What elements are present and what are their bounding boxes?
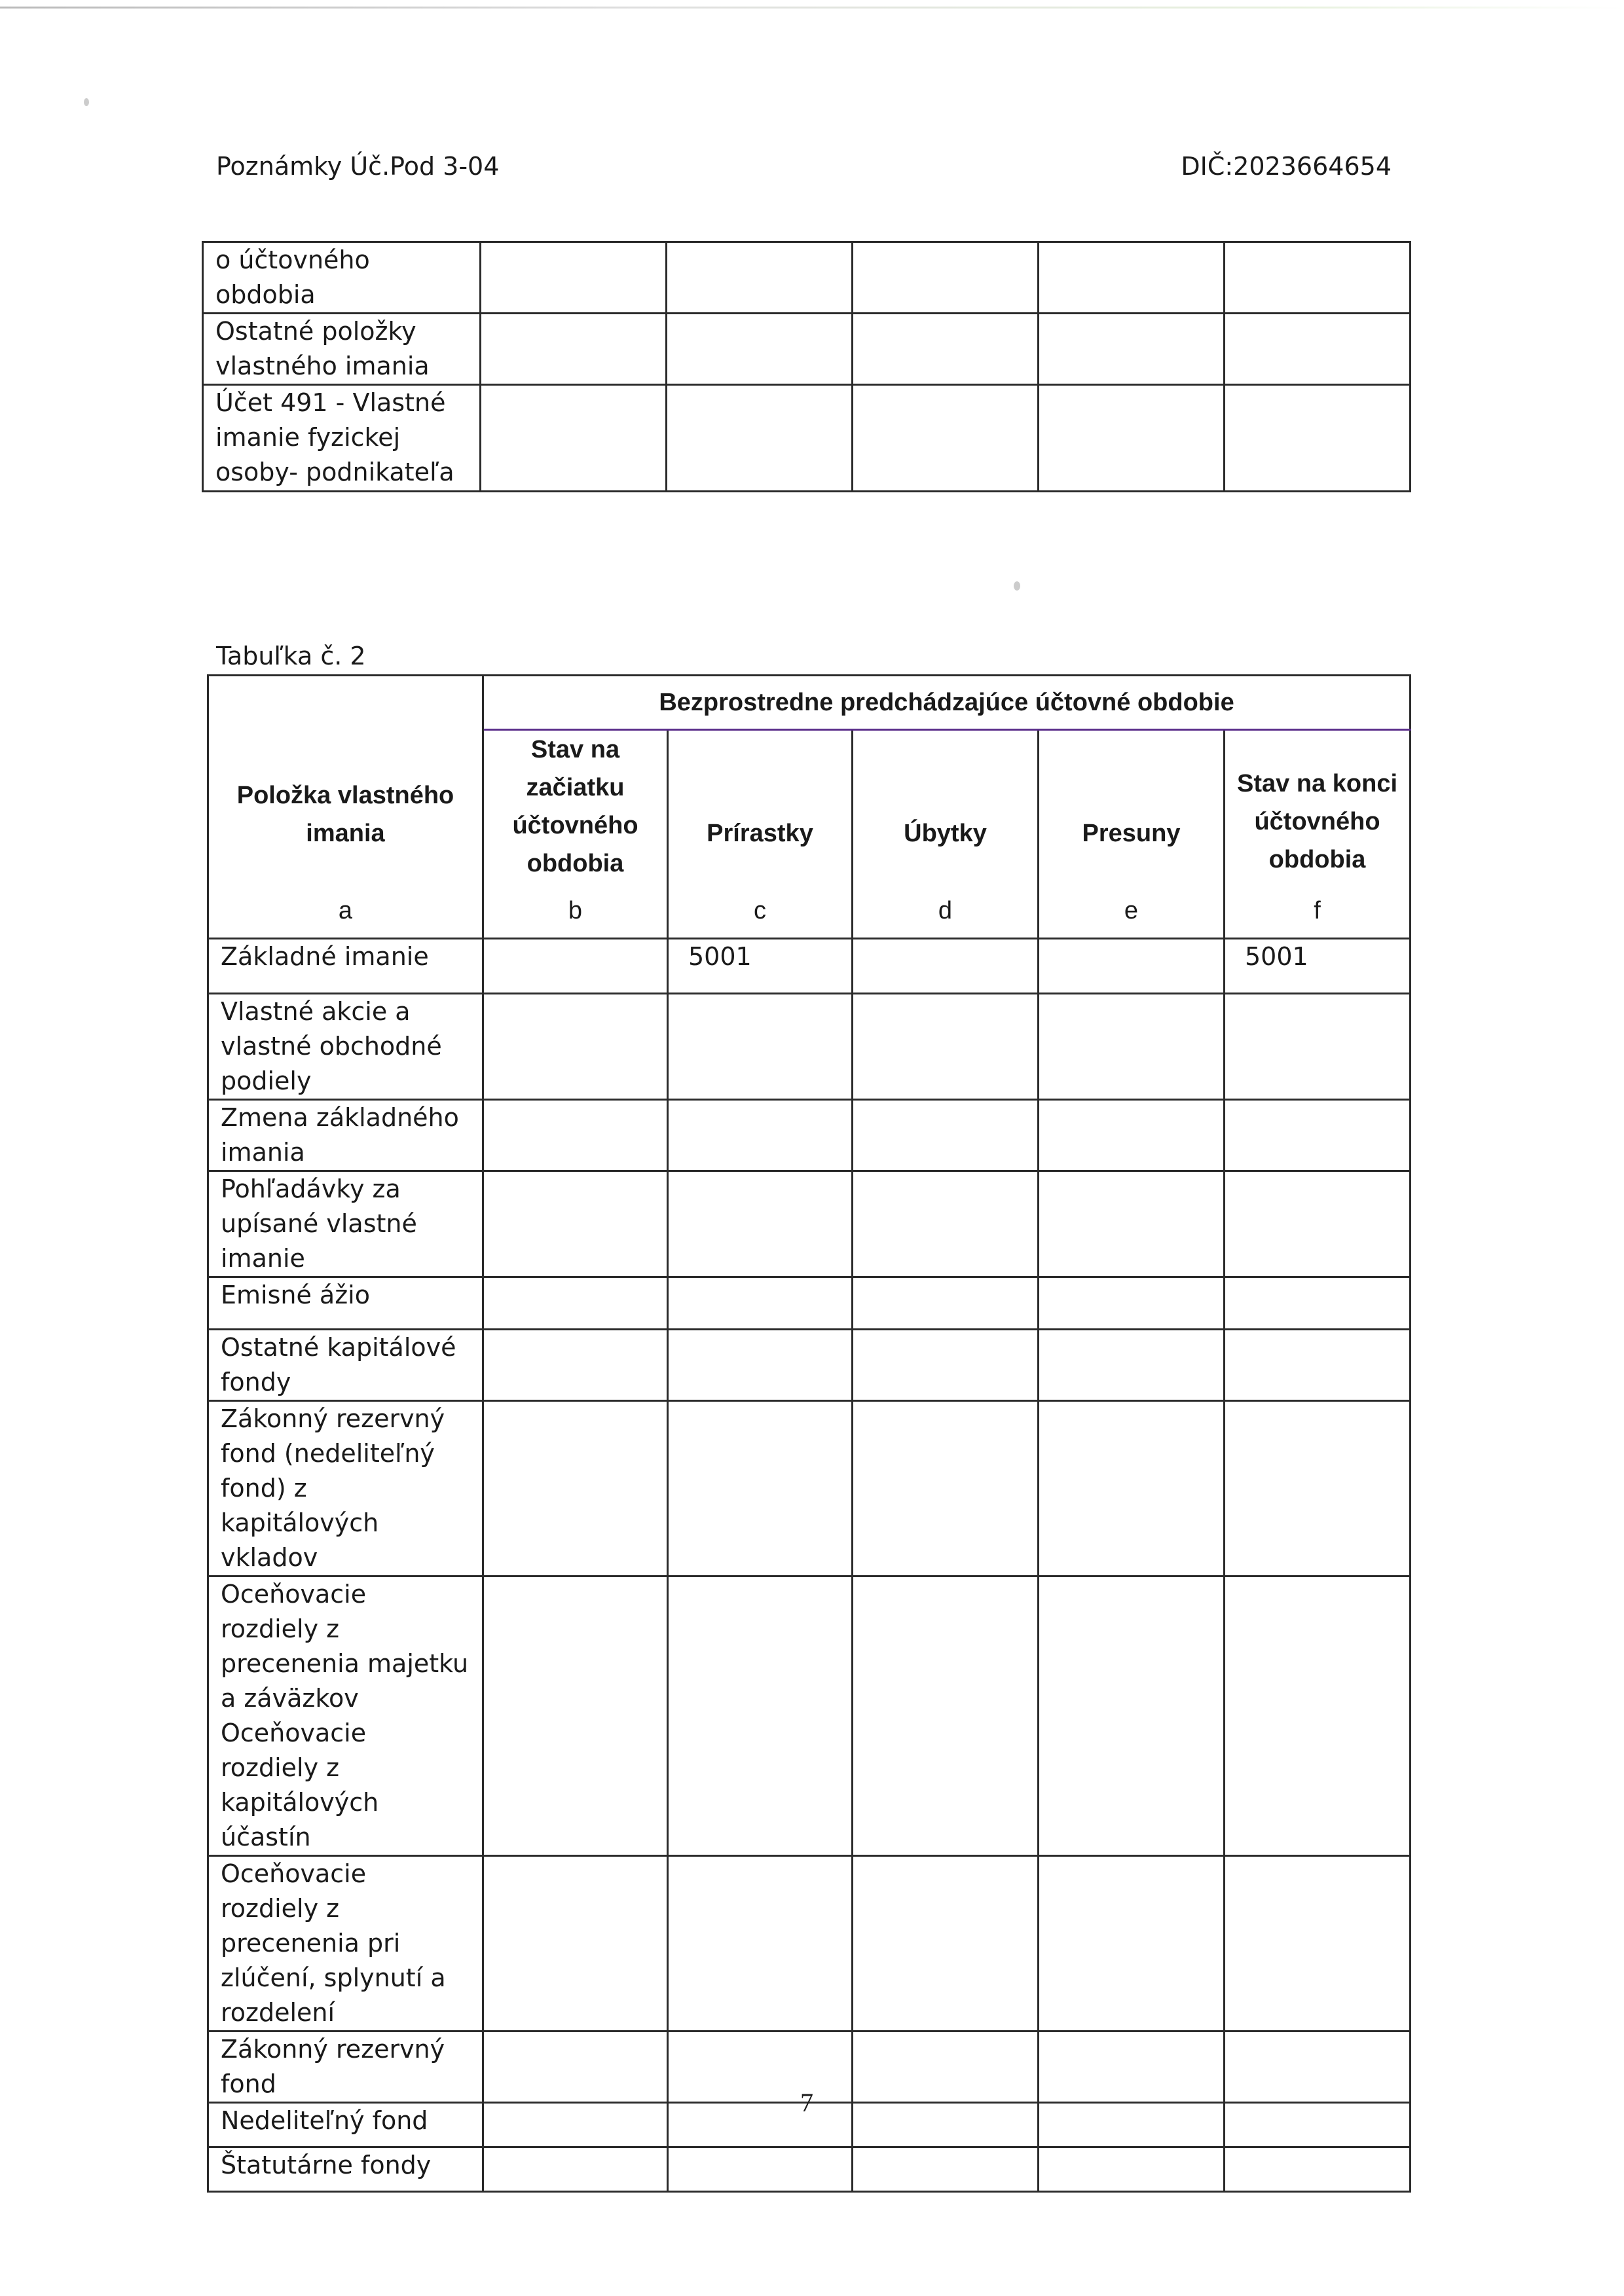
value-cell-d [853,1277,1039,1330]
column-header-e [1039,730,1225,939]
column-label: Presuny [1082,820,1181,847]
value-cell-f [1225,1330,1411,1401]
value-cell-e [1039,2032,1225,2103]
row-label: Základné imanie [208,939,483,994]
row-label: Účet 491 - Vlastné imanie fyzickej osoby- podnikateľa [203,385,481,492]
column-header-d [853,730,1039,939]
column-label: Stav na začiatku účtovného obdobia [512,736,638,877]
table-row [208,1277,1411,1330]
value-cell-e [1039,2103,1225,2147]
table-row [208,1171,1411,1277]
table-row [208,1856,1411,2032]
value-cell-f [1225,1171,1411,1277]
table-cell [481,242,667,314]
value-cell-b [483,2147,668,2192]
value-cell-f: 5001 [1225,939,1411,994]
value-cell-c [668,1171,853,1277]
table-cell [1225,385,1411,492]
row-label: Zmena základného imania [208,1100,483,1171]
table-cell [1039,314,1225,385]
table-row [208,1100,1411,1171]
column-letter: b [568,897,583,924]
value-cell-e [1039,939,1225,994]
value-cell-c [668,1401,853,1576]
table-cell [1225,314,1411,385]
value-cell-d [853,1330,1039,1401]
scan-speck [1014,581,1020,591]
value-cell-b [483,1100,668,1171]
value-cell-c [668,2032,853,2103]
value-cell-c [668,1576,853,1856]
value-cell-f [1225,1401,1411,1576]
column-header-c [668,730,853,939]
value-cell-f [1225,1277,1411,1330]
column-letter: c [754,897,766,924]
table-row [203,314,1411,385]
value-cell-c [668,2103,853,2147]
table-cell [1039,242,1225,314]
table-cell [853,242,1039,314]
value-cell-b [483,1277,668,1330]
table-row [208,939,1411,994]
value-cell-c: 5001 [668,939,853,994]
value-cell-f [1225,2103,1411,2147]
value-cell-e [1039,994,1225,1100]
value-cell-e [1039,1401,1225,1576]
column-letter: a [338,897,353,924]
value-cell-e [1039,1100,1225,1171]
value-cell-f [1225,1576,1411,1856]
column-letter: f [1314,897,1321,924]
table-row [208,1401,1411,1576]
value-cell-d [853,994,1039,1100]
row-label: Ostatné položky vlastného imania [203,314,481,385]
table-row [208,1576,1411,1856]
row-label: Vlastné akcie a vlastné obchodné podiely [208,994,483,1100]
table-header-row [208,676,1411,730]
table-row [203,242,1411,314]
column-label: Položka vlastného imania [236,782,454,847]
value-cell-f [1225,994,1411,1100]
value-cell-e [1039,1277,1225,1330]
value-cell-d [853,1171,1039,1277]
value-cell-c [668,2147,853,2192]
value-cell-d [853,2147,1039,2192]
value-cell-d [853,1576,1039,1856]
table-cell [853,385,1039,492]
table-cell [1225,242,1411,314]
row-label: Štatutárne fondy [208,2147,483,2192]
scan-edge-line [0,7,1624,9]
value-cell-c [668,1100,853,1171]
value-cell-e [1039,1576,1225,1856]
value-cell-c [668,1277,853,1330]
column-label: Úbytky [904,820,987,847]
column-header-b [483,730,668,939]
row-label: Pohľadávky za upísané vlastné imanie [208,1171,483,1277]
value-cell-d [853,1856,1039,2032]
table-row [208,994,1411,1100]
row-label: Nedeliteľný fond [208,2103,483,2147]
column-label: Prírastky [707,820,813,847]
column-header-a [208,676,483,939]
column-letter: e [1124,897,1139,924]
value-cell-d [853,1401,1039,1576]
table-cell [481,314,667,385]
value-cell-f [1225,1856,1411,2032]
value-cell-b [483,1576,668,1856]
value-cell-d [853,2103,1039,2147]
row-label: Ostatné kapitálové fondy [208,1330,483,1401]
value-cell-b [483,939,668,994]
column-header-f [1225,730,1411,939]
value-cell-d [853,1100,1039,1171]
table-cell [667,385,853,492]
equity-table-continued [202,241,1411,492]
value-cell-b [483,2032,668,2103]
column-letter: d [938,897,953,924]
value-cell-f [1225,1100,1411,1171]
column-label: Stav na konci účtovného obdobia [1237,770,1398,873]
value-cell-e [1039,1330,1225,1401]
table-cell [667,314,853,385]
value-cell-b [483,1856,668,2032]
value-cell-c [668,1330,853,1401]
value-cell-b [483,1171,668,1277]
value-cell-e [1039,1171,1225,1277]
value-cell-e [1039,2147,1225,2192]
header-document-title: Poznámky Úč.Pod 3-04 [216,152,500,181]
value-cell-f [1225,2032,1411,2103]
row-label: o účtovného obdobia [203,242,481,314]
table-cell [853,314,1039,385]
value-cell-c [668,1856,853,2032]
row-label: Emisné ážio [208,1277,483,1330]
value-cell-f [1225,2147,1411,2192]
row-label: Zákonný rezervný fond (nedeliteľný fond) z kapitálových vkladov [208,1401,483,1576]
table-row [208,1330,1411,1401]
value-cell-b [483,1401,668,1576]
table-title: Tabuľka č. 2 [216,642,366,670]
value-cell-e [1039,1856,1225,2032]
table-row [203,385,1411,492]
table-row [208,2147,1411,2192]
value-cell-d [853,2032,1039,2103]
period-group-header: Bezprostredne predchádzajúce účtovné obdobie [483,676,1411,730]
scan-speck [84,98,89,106]
value-cell-b [483,1330,668,1401]
row-label: Zákonný rezervný fond [208,2032,483,2103]
row-label: Oceňovacie rozdiely z precenenia majetku a záväzkov Oceňovacie rozdiely z kapitálových účastín [208,1576,483,1856]
value-cell-c [668,994,853,1100]
page-number: 7 [800,2088,813,2117]
value-cell-b [483,2103,668,2147]
equity-changes-table [207,674,1411,2193]
header-tax-id: DIČ:2023664654 [1181,152,1392,181]
value-cell-d [853,939,1039,994]
table-cell [481,385,667,492]
row-label: Oceňovacie rozdiely z precenenia pri zlúčení, splynutí a rozdelení [208,1856,483,2032]
value-cell-b [483,994,668,1100]
table-cell [1039,385,1225,492]
table-cell [667,242,853,314]
